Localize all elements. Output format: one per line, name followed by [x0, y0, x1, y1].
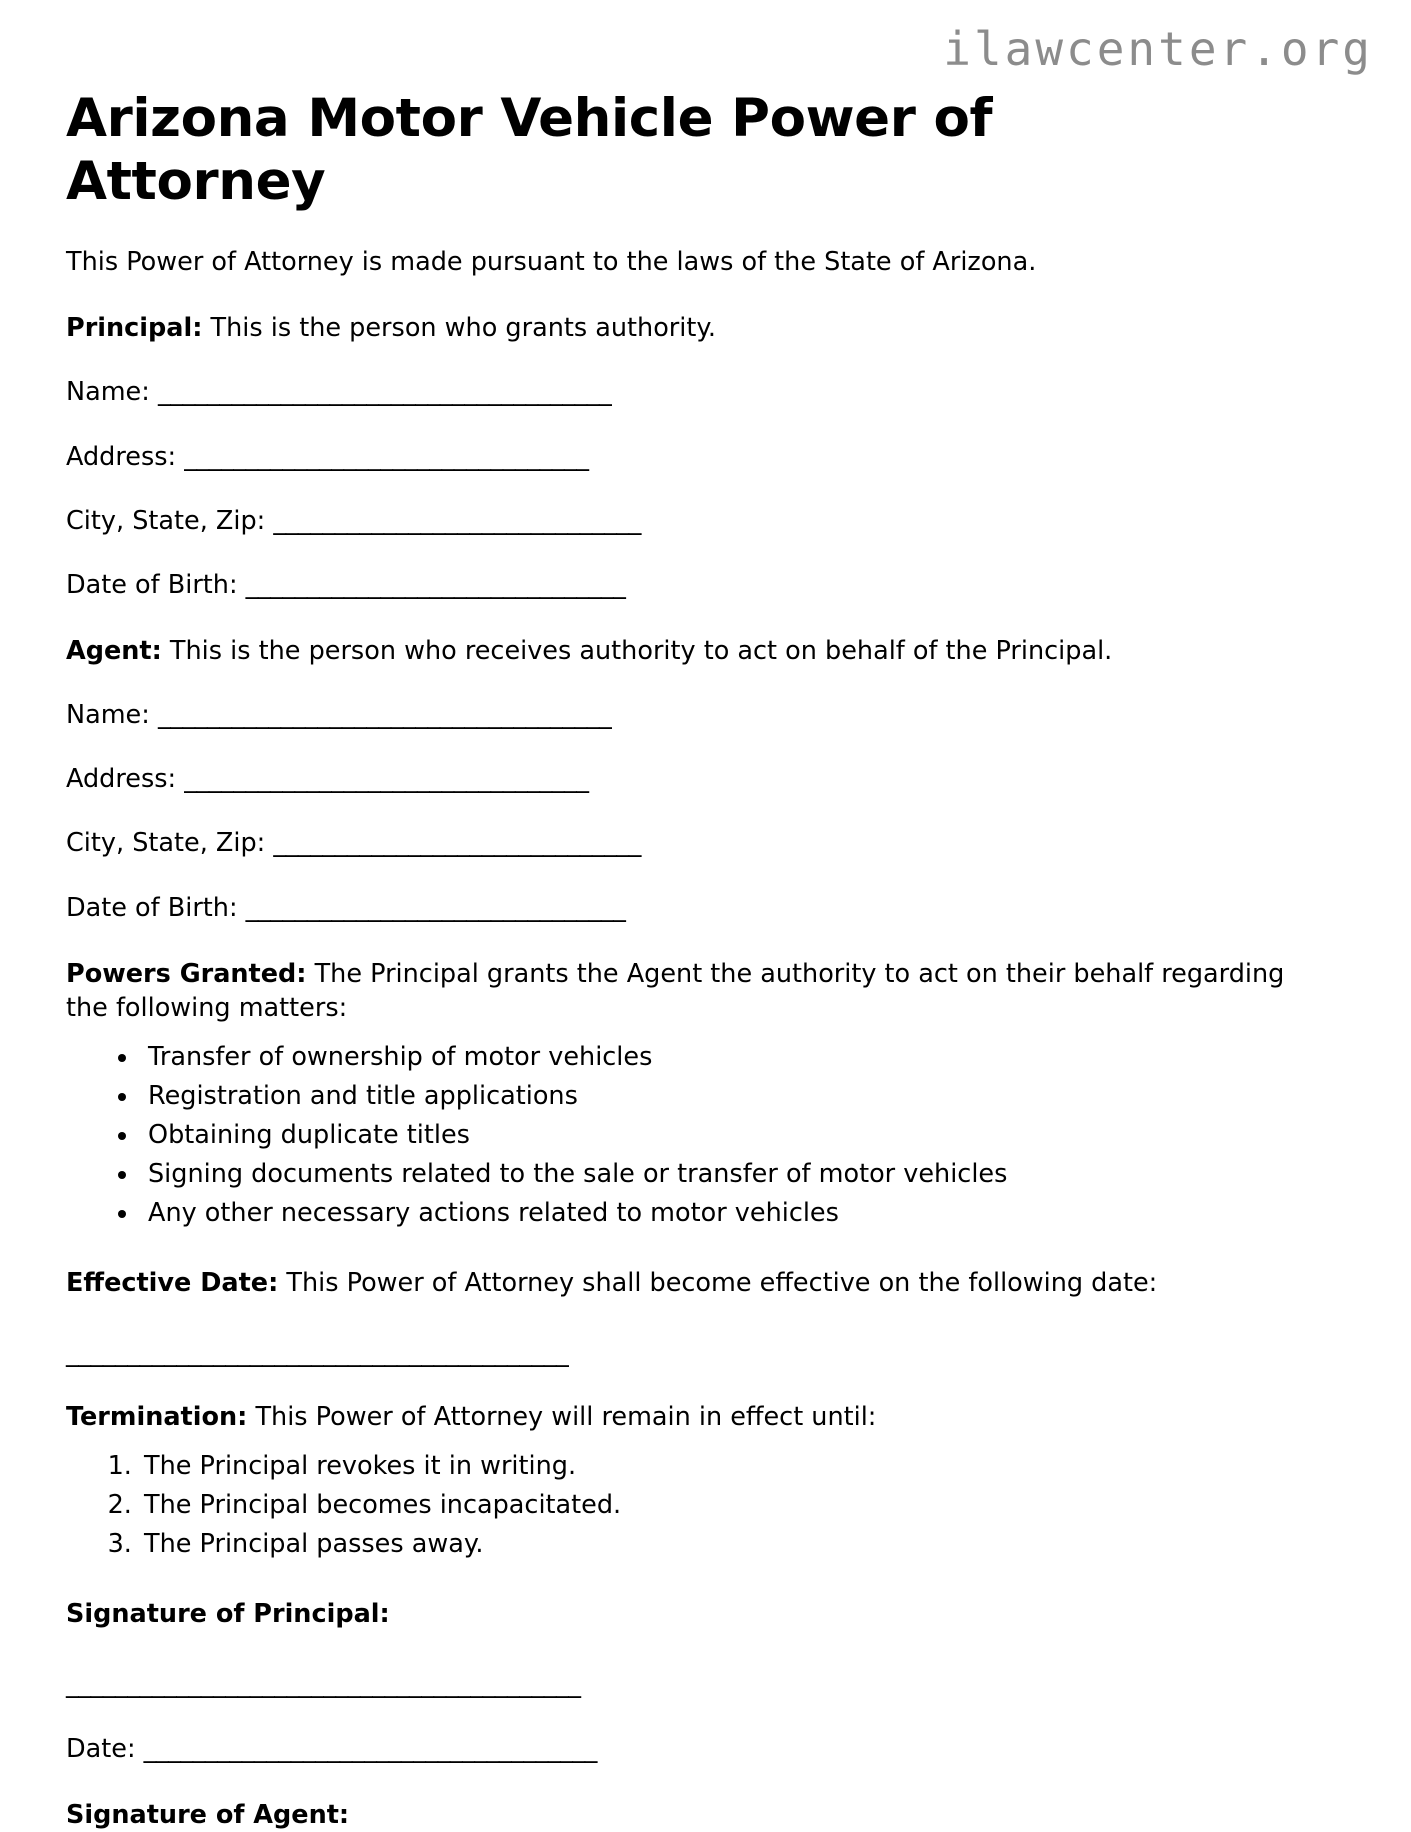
powers-granted-paragraph [66, 925, 1296, 1025]
agent-dob-blank[interactable]: _______________________________ [245, 892, 626, 923]
termination-description: This Power of Attorney will remain in effect until: [247, 1402, 877, 1433]
effective-date-blank[interactable]: _________________________________________ [66, 1338, 569, 1369]
principal-description: This is the person who grants authority. [202, 313, 716, 344]
list-item: 3. The Principal passes away. [140, 1526, 1345, 1565]
signature-of-agent-heading: Signature of Agent: [66, 1799, 350, 1830]
powers-granted-lead-label: Powers Granted: [66, 958, 307, 989]
agent-paragraph [66, 602, 1296, 668]
signature-of-principal-heading: Signature of Principal: [66, 1599, 390, 1630]
signature-of-principal-blank[interactable]: __________________________________________ [66, 1669, 581, 1700]
principal-dob-field [66, 538, 1345, 602]
principal-city-state-zip-field [66, 474, 1345, 538]
agent-address-label: Address: [66, 764, 185, 795]
principal-address-field [66, 410, 1345, 474]
list-item: • Any other necessary actions related to motor vehicles [140, 1195, 1345, 1234]
termination-list [66, 1434, 1345, 1565]
effective-date-lead-label: Effective Date: [66, 1267, 279, 1298]
agent-address-blank[interactable]: _________________________________ [184, 764, 589, 795]
principal-dob-blank[interactable]: _______________________________ [245, 569, 626, 600]
page-title: Arizona Motor Vehicle Power of Attorney [66, 88, 993, 212]
list-item: 1. The Principal revokes it in writing. [140, 1448, 1345, 1487]
principal-signature-date-blank[interactable]: _____________________________________ [143, 1733, 597, 1764]
principal-city-state-zip-label: City, State, Zip: [66, 505, 274, 536]
agent-name-label: Name: [66, 700, 158, 731]
principal-address-label: Address: [66, 441, 185, 472]
principal-paragraph [66, 279, 1296, 345]
principal-signature-date-label: Date: [66, 1733, 144, 1764]
effective-date-paragraph [66, 1234, 1296, 1300]
principal-name-blank[interactable]: _____________________________________ [157, 377, 612, 408]
agent-name-blank[interactable]: _____________________________________ [157, 700, 612, 731]
agent-city-state-zip-field [66, 796, 1345, 860]
site-watermark: ilawcenter.org [943, 22, 1373, 76]
termination-paragraph [66, 1370, 1296, 1434]
principal-name-label: Name: [66, 377, 158, 408]
agent-lead-label: Agent: [66, 636, 162, 666]
principal-city-state-zip-blank[interactable]: ______________________________ [273, 505, 641, 536]
agent-dob-label: Date of Birth: [66, 892, 246, 923]
list-item: • Obtaining duplicate titles [140, 1117, 1345, 1156]
termination-lead-label: Termination: [66, 1402, 248, 1433]
agent-address-field [66, 732, 1345, 796]
principal-signature-date-field [66, 1702, 1345, 1766]
principal-address-blank[interactable]: _________________________________ [184, 441, 589, 472]
agent-name-field [66, 668, 1345, 732]
agent-dob-field [66, 861, 1345, 925]
effective-date-description: This Power of Attorney shall become effective on the following date: [278, 1267, 1158, 1298]
intro-paragraph: This Power of Attorney is made pursuant to the laws of the State of Arizona. [66, 247, 1037, 278]
powers-granted-list [66, 1025, 1345, 1234]
list-item: • Signing documents related to the sale or transfer of motor vehicles [140, 1156, 1345, 1195]
agent-description: This is the person who receives authority to act on behalf of the Principal. [161, 636, 1113, 666]
principal-dob-label: Date of Birth: [66, 569, 246, 600]
principal-name-field [66, 345, 1345, 409]
powers-granted-description: The Principal grants the Agent the authority to act on their behalf regarding the following matters: [66, 958, 1285, 1023]
agent-city-state-zip-label: City, State, Zip: [66, 828, 274, 859]
list-item: • Registration and title applications [140, 1078, 1345, 1117]
agent-city-state-zip-blank[interactable]: ______________________________ [273, 828, 641, 859]
principal-lead-label: Principal: [66, 313, 203, 344]
list-item: 2. The Principal becomes incapacitated. [140, 1487, 1345, 1526]
list-item: • Transfer of ownership of motor vehicles [140, 1039, 1345, 1078]
